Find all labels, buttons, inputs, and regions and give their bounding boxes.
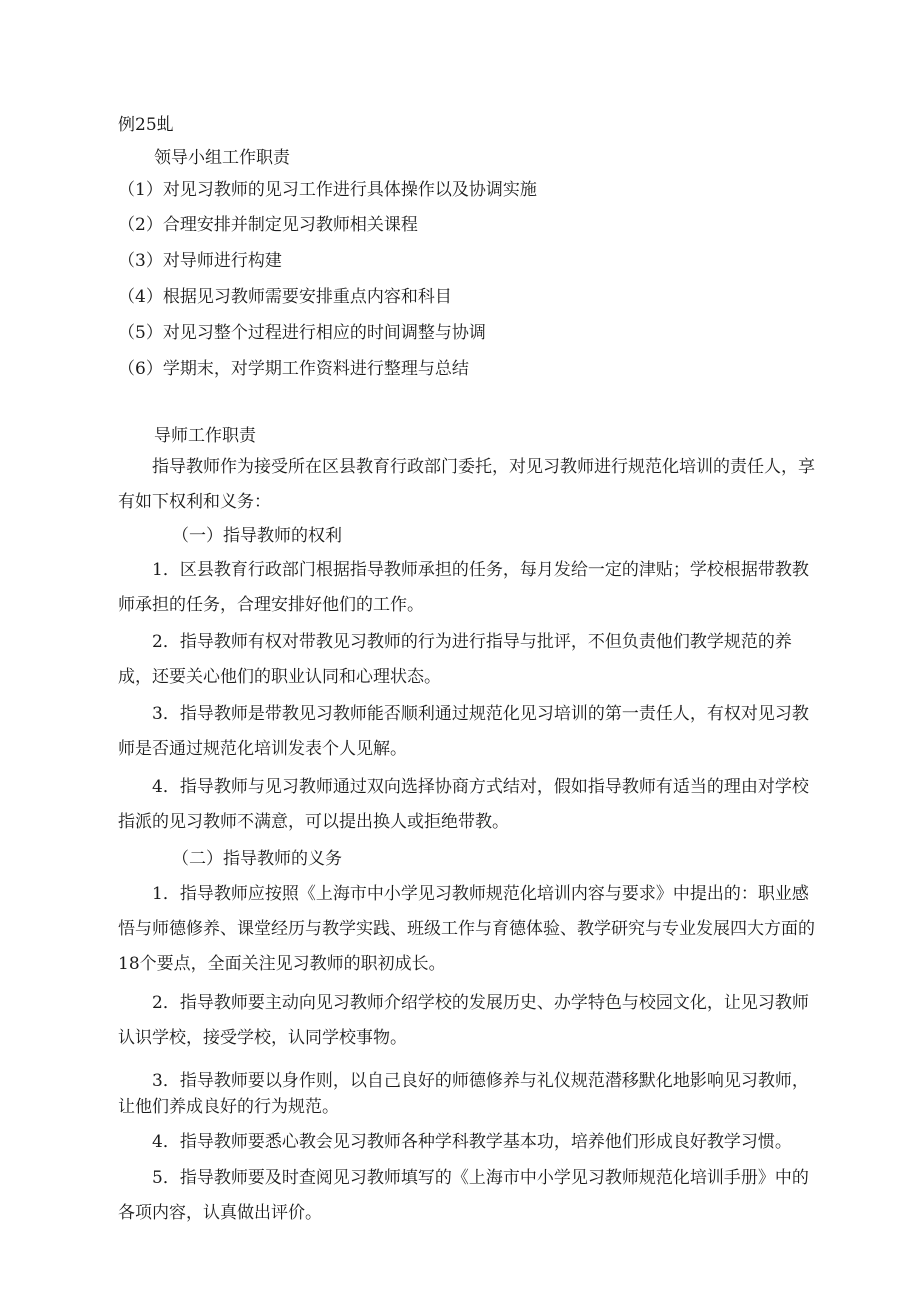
leadership-item: （4）根据见习教师需要安排重点内容和科目 (118, 287, 452, 307)
duties-item: 1．指导教师应按照《上海市中小学见习教师规范化培训内容与要求》中提出的：职业感悟与师德修养、课堂经历与教学实践、班级工作与育德体验、教学研究与专业发展四大方面的18个要点，全面关注见习教师的职初成长。 (118, 884, 815, 974)
duties-item: 4．指导教师要悉心教会见习教师各种学科教学基本功，培养他们形成良好教学习惯。 (152, 1132, 792, 1152)
leadership-item: （2）合理安排并制定见习教师相关课程 (118, 215, 418, 235)
rights-item: 3．指导教师是带教见习教师能否顺利通过规范化见习培训的第一责任人，有权对见习教师是否通过规范化培训发表个人见解。 (118, 704, 809, 759)
duties-item: 2．指导教师要主动向见习教师介绍学校的发展历史、办学特色与校园文化，让见习教师认识学校，接受学校，认同学校事物。 (118, 993, 809, 1048)
leadership-item: （5）对见习整个过程进行相应的时间调整与协调 (118, 323, 486, 343)
page-header: 例25虬 (118, 115, 174, 135)
mentor-title: 导师工作职责 (154, 426, 256, 446)
rights-item: 4．指导教师与见习教师通过双向选择协商方式结对，假如指导教师有适当的理由对学校指派的见习教师不满意，可以提出换人或拒绝带教。 (118, 777, 809, 832)
duties-item: 5．指导教师要及时查阅见习教师填写的《上海市中小学见习教师规范化培训手册》中的各项内容，认真做出评价。 (118, 1168, 809, 1223)
leadership-item: （3）对导师进行构建 (118, 251, 282, 271)
mentor-intro: 指导教师作为接受所在区县教育行政部门委托，对见习教师进行规范化培训的责任人，享有如下权利和义务： (118, 457, 815, 512)
leadership-item: （6）学期末，对学期工作资料进行整理与总结 (118, 359, 469, 379)
rights-item: 2．指导教师有权对带教见习教师的行为进行指导与批评，不但负责他们教学规范的养成，还要关心他们的职业认同和心理状态。 (118, 632, 792, 687)
duties-heading: （二）指导教师的义务 (172, 849, 342, 869)
duties-item: 3．指导教师要以身作则，以自己良好的师德修养与礼仪规范潜移默化地影响见习教师，让他们养成良好的行为规范。 (118, 1071, 809, 1117)
leadership-title: 领导小组工作职责 (154, 148, 290, 168)
rights-item: 1．区县教育行政部门根据指导教师承担的任务，每月发给一定的津贴；学校根据带教教师承担的任务，合理安排好他们的工作。 (118, 560, 809, 615)
rights-heading: （一）指导教师的权利 (172, 526, 342, 546)
leadership-item: （1）对见习教师的见习工作进行具体操作以及协调实施 (118, 180, 537, 200)
